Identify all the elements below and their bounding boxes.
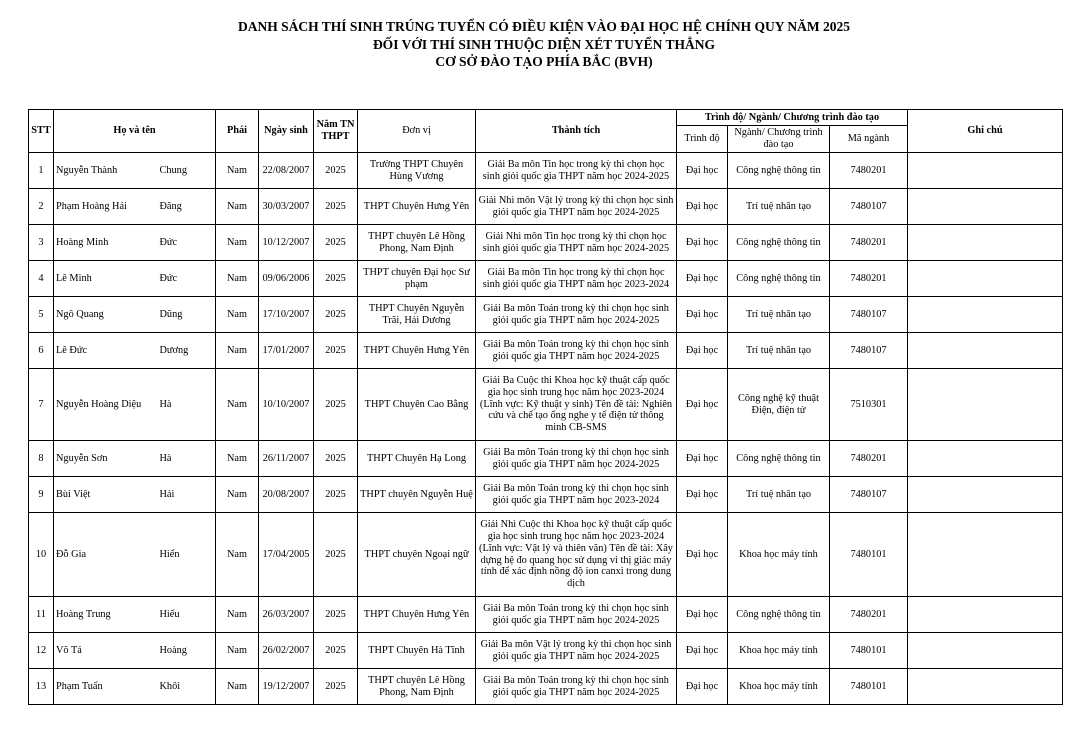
- cell-stt: 13: [29, 669, 54, 705]
- cell-level: Đại học: [677, 513, 728, 597]
- cell-surname: Nguyễn Hoàng Diệu: [54, 369, 158, 441]
- cell-unit: THPT chuyên Lê Hồng Phong, Nam Định: [358, 669, 476, 705]
- cell-major-code: 7480101: [830, 669, 908, 705]
- cell-grad-year: 2025: [314, 441, 358, 477]
- table-row: [29, 261, 1063, 297]
- cell-major-code: 7480201: [830, 153, 908, 189]
- cell-stt: 3: [29, 225, 54, 261]
- header-achievement: Thành tích: [476, 110, 677, 153]
- cell-gender: Nam: [216, 441, 259, 477]
- table-row: [29, 297, 1063, 333]
- cell-dob: 17/10/2007: [259, 297, 314, 333]
- cell-given-name: Hoàng: [158, 633, 216, 669]
- cell-stt: 8: [29, 441, 54, 477]
- cell-note: [908, 153, 1063, 189]
- cell-level: Đại học: [677, 633, 728, 669]
- cell-level: Đại học: [677, 333, 728, 369]
- cell-note: [908, 513, 1063, 597]
- cell-given-name: Đức: [158, 261, 216, 297]
- cell-major: Công nghệ thông tin: [728, 441, 830, 477]
- cell-unit: THPT Chuyên Hưng Yên: [358, 597, 476, 633]
- cell-major-code: 7480107: [830, 297, 908, 333]
- header-grad-year: Năm TN THPT: [314, 110, 358, 153]
- cell-gender: Nam: [216, 333, 259, 369]
- cell-major-code: 7480107: [830, 477, 908, 513]
- cell-major-code: 7480201: [830, 441, 908, 477]
- cell-dob: 30/03/2007: [259, 189, 314, 225]
- cell-unit: THPT Chuyên Hưng Yên: [358, 189, 476, 225]
- cell-given-name: Hiếu: [158, 597, 216, 633]
- cell-achievement: Giải Ba Cuộc thi Khoa học kỹ thuật cấp quốc gia học sinh trung học năm học 2023-2024 (Lĩnh vực: Kỹ thuật y sinh) Tên đề tài: Nghiên cứu và chế tạo ống nghe y tế điện tử thông minh CB-SMS: [476, 369, 677, 441]
- cell-grad-year: 2025: [314, 597, 358, 633]
- cell-achievement: Giải Ba môn Toán trong kỳ thi chọn học sinh giỏi quốc gia THPT năm học 2024-2025: [476, 297, 677, 333]
- cell-note: [908, 261, 1063, 297]
- cell-given-name: Dũng: [158, 297, 216, 333]
- cell-gender: Nam: [216, 369, 259, 441]
- cell-major: Trí tuệ nhân tạo: [728, 477, 830, 513]
- cell-major-code: 7480101: [830, 633, 908, 669]
- title-line-3: CƠ SỞ ĐÀO TẠO PHÍA BẮC (BVH): [435, 54, 653, 69]
- cell-stt: 7: [29, 369, 54, 441]
- cell-stt: 1: [29, 153, 54, 189]
- title-line-2: ĐỐI VỚI THÍ SINH THUỘC DIỆN XÉT TUYỂN THẲNG: [372, 36, 716, 52]
- cell-dob: 26/11/2007: [259, 441, 314, 477]
- cell-level: Đại học: [677, 297, 728, 333]
- cell-unit: THPT Chuyên Hà Tĩnh: [358, 633, 476, 669]
- cell-grad-year: 2025: [314, 189, 358, 225]
- header-level: Trình độ: [677, 126, 728, 153]
- cell-note: [908, 477, 1063, 513]
- cell-note: [908, 225, 1063, 261]
- header-major-code: Mã ngành: [830, 126, 908, 153]
- cell-given-name: Khôi: [158, 669, 216, 705]
- cell-major: Khoa học máy tính: [728, 513, 830, 597]
- cell-unit: THPT chuyên Nguyễn Huệ: [358, 477, 476, 513]
- cell-unit: THPT Chuyên Nguyễn Trãi, Hải Dương: [358, 297, 476, 333]
- cell-gender: Nam: [216, 597, 259, 633]
- cell-note: [908, 597, 1063, 633]
- cell-achievement: Giải Ba môn Tin học trong kỳ thi chọn học sinh giỏi quốc gia THPT năm học 2023-2024: [476, 261, 677, 297]
- table-row: [29, 153, 1063, 189]
- cell-level: Đại học: [677, 477, 728, 513]
- cell-dob: 10/10/2007: [259, 369, 314, 441]
- cell-grad-year: 2025: [314, 477, 358, 513]
- cell-major: Trí tuệ nhân tạo: [728, 189, 830, 225]
- cell-dob: 17/04/2005: [259, 513, 314, 597]
- cell-major: Công nghệ thông tin: [728, 261, 830, 297]
- cell-achievement: Giải Nhì Cuộc thi Khoa học kỹ thuật cấp quốc gia học sinh trung học năm học 2023-2024 (Lĩnh vực: Vật lý và thiên văn) Tên đề tài: Xây dựng hệ đo quang học sử dụng vi thị giác máy tính để xác định nồng độ ion canxi trong dung dịch: [476, 513, 677, 597]
- cell-surname: Phạm Hoàng Hải: [54, 189, 158, 225]
- cell-unit: Trường THPT Chuyên Hùng Vương: [358, 153, 476, 189]
- cell-dob: 10/12/2007: [259, 225, 314, 261]
- cell-stt: 6: [29, 333, 54, 369]
- cell-unit: THPT Chuyên Hạ Long: [358, 441, 476, 477]
- cell-unit: THPT chuyên Đại học Sư phạm: [358, 261, 476, 297]
- cell-stt: 5: [29, 297, 54, 333]
- cell-major: Trí tuệ nhân tạo: [728, 297, 830, 333]
- cell-surname: Bùi Việt: [54, 477, 158, 513]
- cell-dob: 09/06/2006: [259, 261, 314, 297]
- cell-surname: Hoàng Trung: [54, 597, 158, 633]
- cell-note: [908, 189, 1063, 225]
- cell-given-name: Hà: [158, 441, 216, 477]
- cell-stt: 12: [29, 633, 54, 669]
- header-stt: STT: [29, 110, 54, 153]
- cell-given-name: Dương: [158, 333, 216, 369]
- cell-surname: Lê Minh: [54, 261, 158, 297]
- cell-surname: Nguyễn Sơn: [54, 441, 158, 477]
- cell-surname: Đỗ Gia: [54, 513, 158, 597]
- cell-level: Đại học: [677, 225, 728, 261]
- cell-unit: THPT Chuyên Hưng Yên: [358, 333, 476, 369]
- cell-achievement: Giải Nhì môn Tin học trong kỳ thi chọn học sinh giỏi quốc gia THPT năm học 2024-2025: [476, 225, 677, 261]
- header-dob: Ngày sinh: [259, 110, 314, 153]
- cell-note: [908, 297, 1063, 333]
- cell-given-name: Chung: [158, 153, 216, 189]
- cell-gender: Nam: [216, 633, 259, 669]
- cell-achievement: Giải Ba môn Toán trong kỳ thi chọn học sinh giỏi quốc gia THPT năm học 2023-2024: [476, 477, 677, 513]
- cell-gender: Nam: [216, 189, 259, 225]
- cell-given-name: Hải: [158, 477, 216, 513]
- header-unit: Đơn vị: [358, 110, 476, 153]
- cell-gender: Nam: [216, 261, 259, 297]
- cell-grad-year: 2025: [314, 297, 358, 333]
- header-note: Ghi chú: [908, 110, 1063, 153]
- cell-level: Đại học: [677, 441, 728, 477]
- cell-major-code: 7480201: [830, 225, 908, 261]
- cell-major: Công nghệ kỹ thuật Điện, điện tử: [728, 369, 830, 441]
- cell-major-code: 7480201: [830, 261, 908, 297]
- header-gender: Phái: [216, 110, 259, 153]
- table-row: [29, 669, 1063, 705]
- cell-grad-year: 2025: [314, 669, 358, 705]
- cell-level: Đại học: [677, 597, 728, 633]
- cell-achievement: Giải Ba môn Vật lý trong kỳ thi chọn học sinh giỏi quốc gia THPT năm học 2024-2025: [476, 633, 677, 669]
- table-row: [29, 597, 1063, 633]
- cell-note: [908, 669, 1063, 705]
- cell-achievement: Giải Ba môn Toán trong kỳ thi chọn học sinh giỏi quốc gia THPT năm học 2024-2025: [476, 597, 677, 633]
- cell-gender: Nam: [216, 513, 259, 597]
- cell-level: Đại học: [677, 153, 728, 189]
- cell-dob: 26/03/2007: [259, 597, 314, 633]
- cell-gender: Nam: [216, 477, 259, 513]
- cell-major-code: 7510301: [830, 369, 908, 441]
- cell-note: [908, 369, 1063, 441]
- cell-major: Khoa học máy tính: [728, 633, 830, 669]
- cell-dob: 20/08/2007: [259, 477, 314, 513]
- cell-surname: Phạm Tuấn: [54, 669, 158, 705]
- cell-dob: 26/02/2007: [259, 633, 314, 669]
- cell-grad-year: 2025: [314, 333, 358, 369]
- cell-major: Công nghệ thông tin: [728, 225, 830, 261]
- cell-stt: 10: [29, 513, 54, 597]
- cell-dob: 22/08/2007: [259, 153, 314, 189]
- table-row: [29, 333, 1063, 369]
- cell-note: [908, 333, 1063, 369]
- cell-grad-year: 2025: [314, 513, 358, 597]
- cell-dob: 19/12/2007: [259, 669, 314, 705]
- cell-major: Công nghệ thông tin: [728, 597, 830, 633]
- candidate-table: [28, 109, 1063, 705]
- cell-major-code: 7480201: [830, 597, 908, 633]
- cell-level: Đại học: [677, 261, 728, 297]
- cell-major-code: 7480101: [830, 513, 908, 597]
- cell-major-code: 7480107: [830, 333, 908, 369]
- cell-grad-year: 2025: [314, 153, 358, 189]
- cell-major: Khoa học máy tính: [728, 669, 830, 705]
- cell-grad-year: 2025: [314, 225, 358, 261]
- header-program-group: Trình độ/ Ngành/ Chương trình đào tạo: [677, 110, 908, 126]
- cell-stt: 9: [29, 477, 54, 513]
- cell-note: [908, 633, 1063, 669]
- cell-stt: 11: [29, 597, 54, 633]
- cell-achievement: Giải Ba môn Toán trong kỳ thi chọn học sinh giỏi quốc gia THPT năm học 2024-2025: [476, 441, 677, 477]
- cell-stt: 4: [29, 261, 54, 297]
- cell-unit: THPT chuyên Ngoại ngữ: [358, 513, 476, 597]
- cell-level: Đại học: [677, 369, 728, 441]
- table-row: [29, 189, 1063, 225]
- cell-grad-year: 2025: [314, 633, 358, 669]
- cell-surname: Hoàng Minh: [54, 225, 158, 261]
- document-title: [0, 18, 1088, 71]
- cell-grad-year: 2025: [314, 369, 358, 441]
- cell-gender: Nam: [216, 297, 259, 333]
- cell-note: [908, 441, 1063, 477]
- cell-major-code: 7480107: [830, 189, 908, 225]
- cell-given-name: Đăng: [158, 189, 216, 225]
- cell-major: Công nghệ thông tin: [728, 153, 830, 189]
- cell-given-name: Đức: [158, 225, 216, 261]
- cell-given-name: Hà: [158, 369, 216, 441]
- table-row: [29, 441, 1063, 477]
- table-row: [29, 225, 1063, 261]
- cell-given-name: Hiển: [158, 513, 216, 597]
- cell-gender: Nam: [216, 669, 259, 705]
- table-row: [29, 633, 1063, 669]
- cell-achievement: Giải Ba môn Toán trong kỳ thi chọn học sinh giỏi quốc gia THPT năm học 2024-2025: [476, 333, 677, 369]
- cell-level: Đại học: [677, 189, 728, 225]
- table-row: [29, 513, 1063, 597]
- cell-gender: Nam: [216, 153, 259, 189]
- cell-dob: 17/01/2007: [259, 333, 314, 369]
- cell-major: Trí tuệ nhân tạo: [728, 333, 830, 369]
- cell-surname: Võ Tá: [54, 633, 158, 669]
- cell-surname: Nguyễn Thành: [54, 153, 158, 189]
- cell-level: Đại học: [677, 669, 728, 705]
- cell-achievement: Giải Ba môn Tin học trong kỳ thi chọn học sinh giỏi quốc gia THPT năm học 2024-2025: [476, 153, 677, 189]
- cell-stt: 2: [29, 189, 54, 225]
- cell-unit: THPT Chuyên Cao Bằng: [358, 369, 476, 441]
- cell-surname: Lê Đức: [54, 333, 158, 369]
- cell-surname: Ngô Quang: [54, 297, 158, 333]
- header-major: Ngành/ Chương trình đào tạo: [728, 126, 830, 153]
- cell-achievement: Giải Nhì môn Vật lý trong kỳ thi chọn học sinh giỏi quốc gia THPT năm học 2024-2025: [476, 189, 677, 225]
- table-row: [29, 477, 1063, 513]
- cell-achievement: Giải Ba môn Toán trong kỳ thi chọn học sinh giỏi quốc gia THPT năm học 2024-2025: [476, 669, 677, 705]
- title-line-1: DANH SÁCH THÍ SINH TRÚNG TUYỂN CÓ ĐIỀU KIỆN VÀO ĐẠI HỌC HỆ CHÍNH QUY NĂM 2025: [237, 19, 851, 34]
- cell-unit: THPT chuyên Lê Hồng Phong, Nam Định: [358, 225, 476, 261]
- table-row: [29, 369, 1063, 441]
- cell-grad-year: 2025: [314, 261, 358, 297]
- cell-gender: Nam: [216, 225, 259, 261]
- header-name: Họ và tên: [54, 110, 216, 153]
